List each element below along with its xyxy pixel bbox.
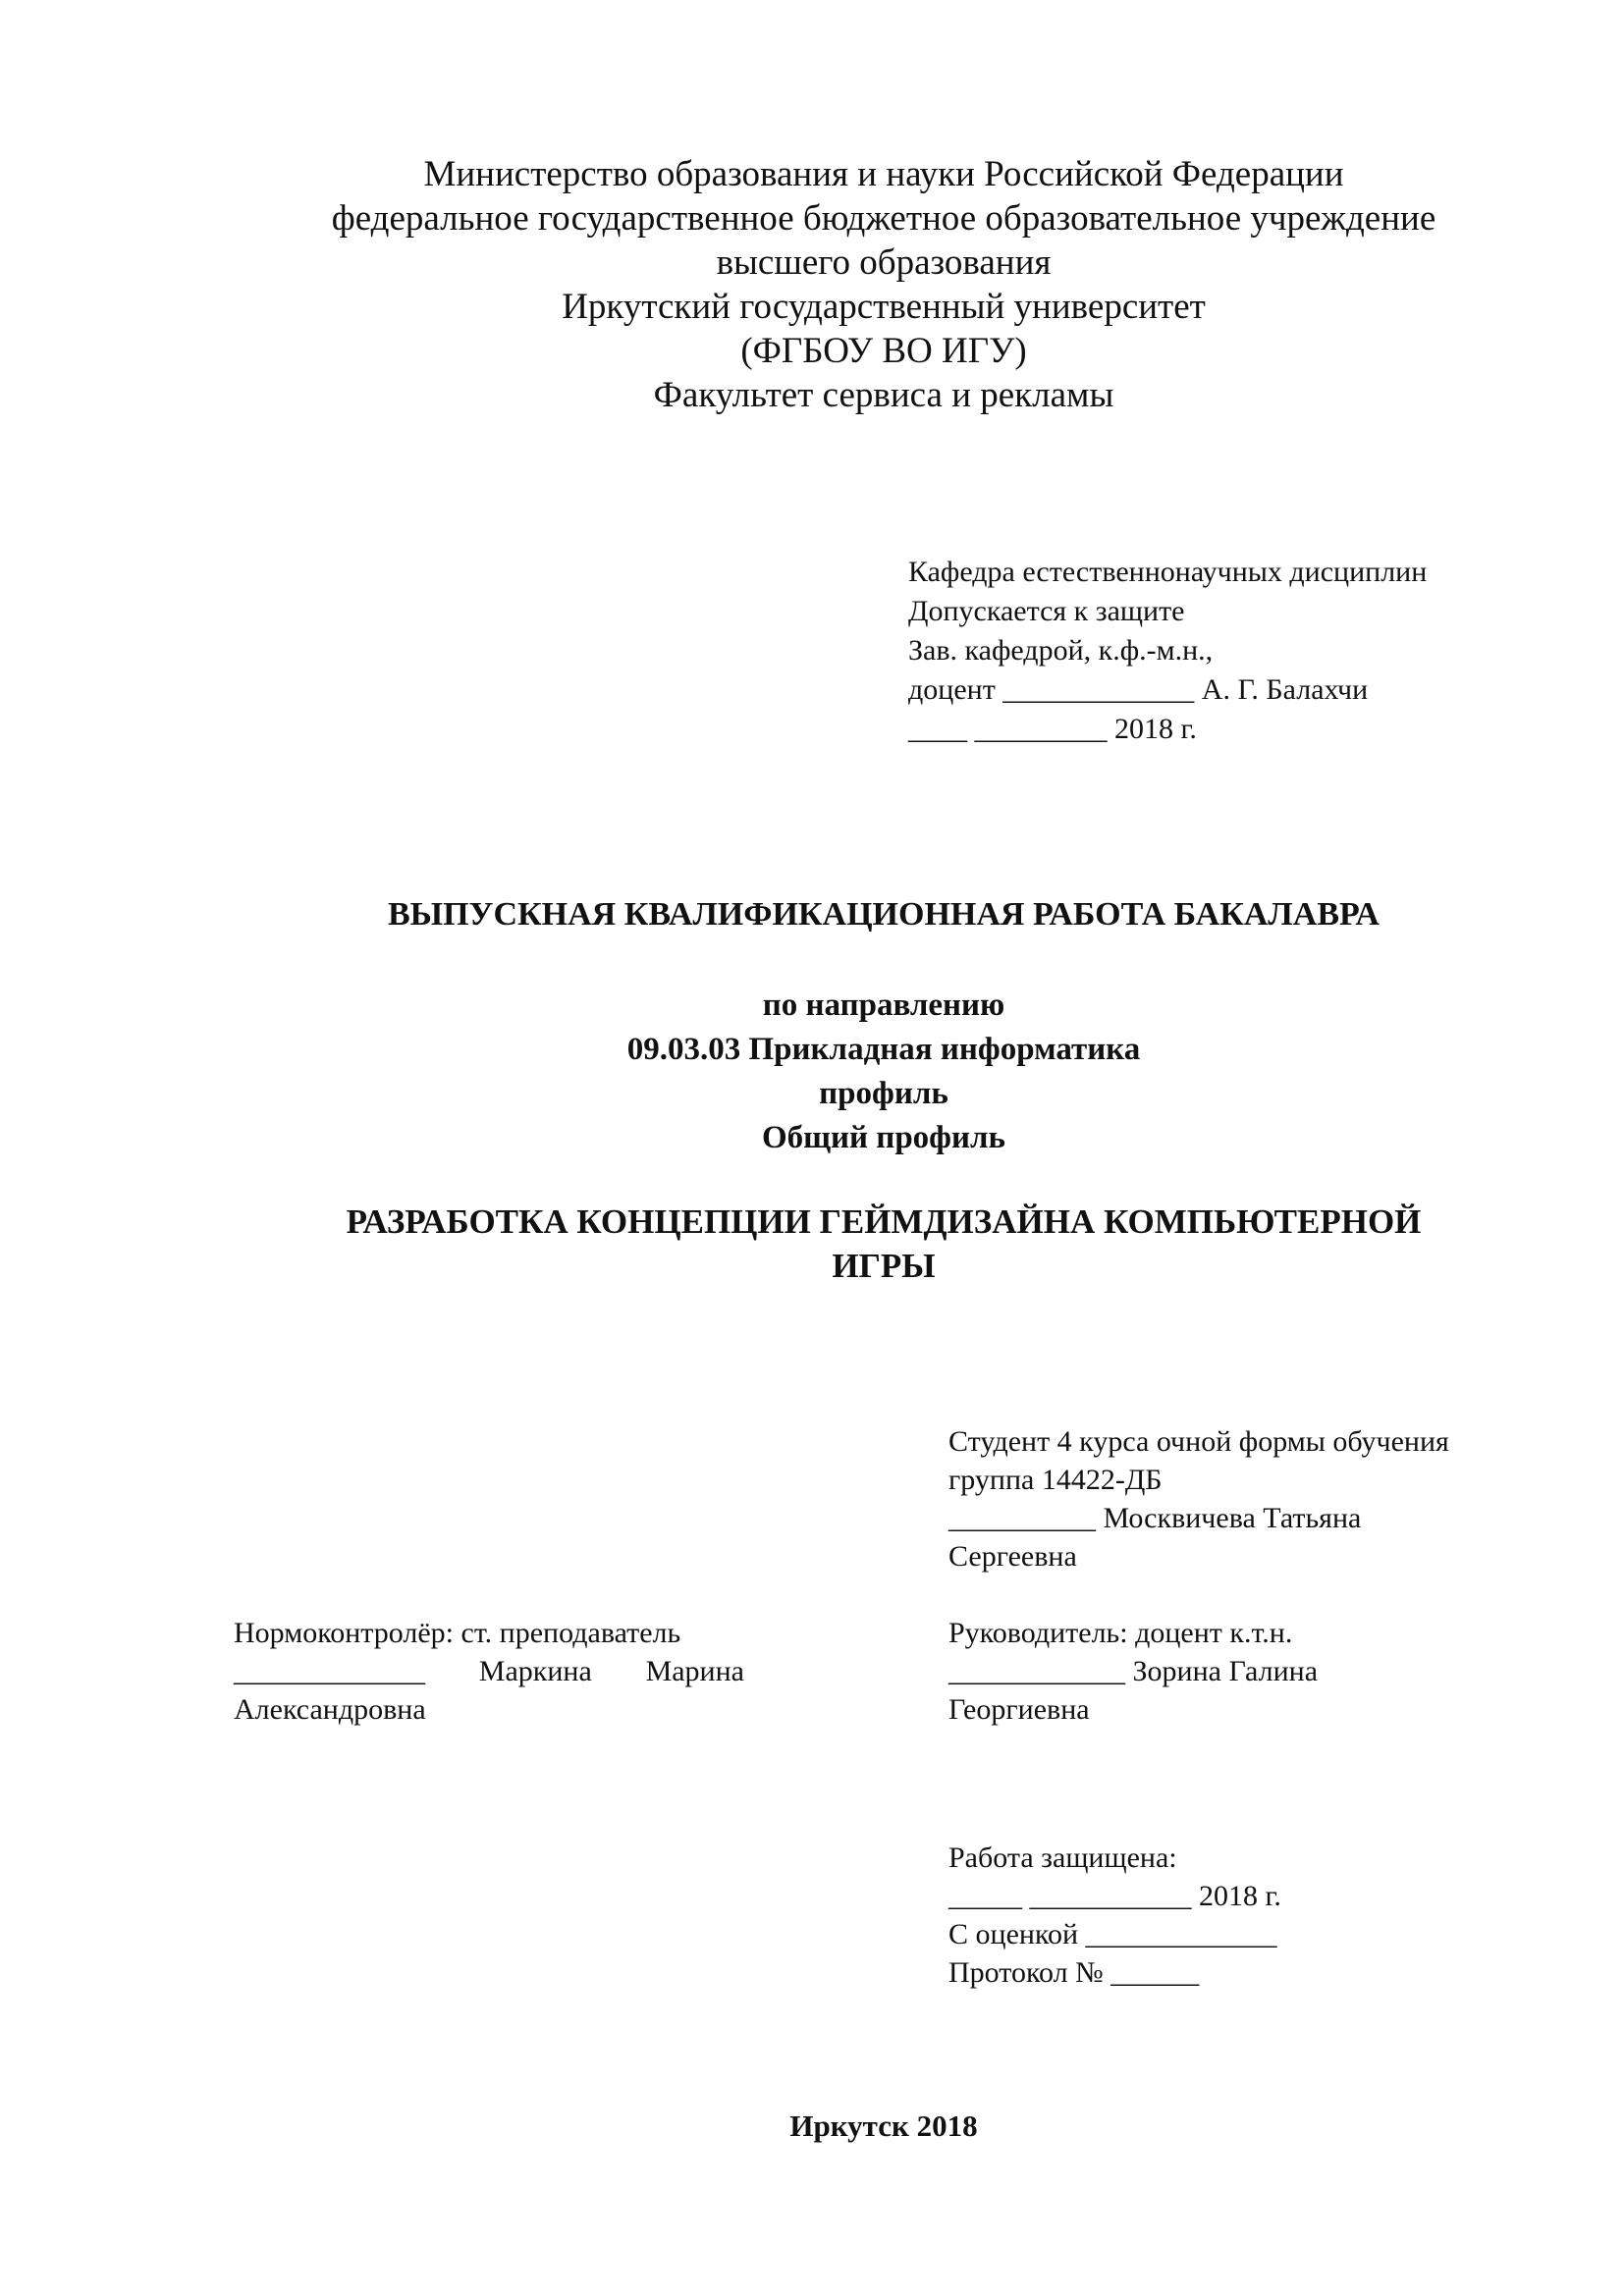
topic-line-1: РАЗРАБОТКА КОНЦЕПЦИИ ГЕЙМДИЗАЙНА КОМПЬЮТЕРНОЙ [346,1202,1422,1241]
normcontrol-signature-line [234,1652,744,1690]
protocol-line: Протокол № ______ [948,1956,1200,1989]
city-year: Иркутск 2018 [789,2109,978,2143]
department-line: Кафедра естественнонаучных дисциплин [908,556,1428,588]
normcontrol-block [234,1614,744,1729]
ministry-line: Министерство образования и науки Российской Федерации [423,154,1344,194]
student-block [948,1422,1449,1575]
normcontrol-signature-blank: _____________ [234,1655,425,1687]
topic-line-2: ИГРЫ [832,1247,936,1285]
student-signature-line: __________ Москвичева Татьяна [948,1502,1362,1534]
student-course-line: Студент 4 курса очной формы обучения [948,1425,1449,1458]
defense-block [948,1839,1281,1992]
student-patronymic-line: Сергеевна [948,1540,1077,1573]
approval-date-line: ____ _________ 2018 г. [908,713,1197,745]
supervisor-block [948,1614,1318,1729]
normcontrol-title: Нормоконтролёр: ст. преподаватель [234,1617,681,1649]
faculty-line: Факультет сервиса и рекламы [653,375,1114,415]
supervisor-signature-line: ____________ Зорина Галина [948,1655,1319,1687]
university-abbr-line: (ФГБОУ ВО ИГУ) [740,331,1027,371]
institution-header [196,152,1571,417]
grade-line: С оценкой _____________ [948,1918,1277,1950]
thesis-topic [196,1200,1571,1288]
supervisor-patronymic: Георгиевна [948,1693,1090,1726]
supervisor-title: Руководитель: доцент к.т.н. [948,1617,1293,1649]
direction-block [196,984,1571,1160]
admission-line: Допускается к защите [908,595,1185,627]
work-type-title: ВЫПУСКНАЯ КВАЛИФИКАЦИОННАЯ РАБОТА БАКАЛАВРА [388,896,1380,933]
university-name-line: Иркутский государственный университет [562,287,1206,327]
normcontrol-patronymic: Александровна [234,1693,426,1726]
approval-block [908,553,1427,749]
profile-label: профиль [819,1076,948,1111]
normcontrol-surname: Маркина [478,1655,592,1687]
normcontrol-name: Марина [645,1655,744,1687]
defense-label: Работа защищена: [948,1842,1177,1874]
head-signature-line: доцент _____________ А. Г. Балахчи [908,673,1369,706]
direction-code: 09.03.03 Прикладная информатика [626,1032,1141,1067]
student-group-line: группа 14422-ДБ [948,1464,1163,1496]
head-title-line: Зав. кафедрой, к.ф.-м.н., [908,634,1214,667]
profile-name: Общий профиль [762,1120,1005,1155]
institution-type-line: федеральное государственное бюджетное образовательное учреждение [331,198,1436,239]
direction-label: по направлению [762,988,1005,1023]
defense-date-line: _____ ___________ 2018 г. [948,1880,1281,1912]
education-level-line: высшего образования [716,242,1052,283]
